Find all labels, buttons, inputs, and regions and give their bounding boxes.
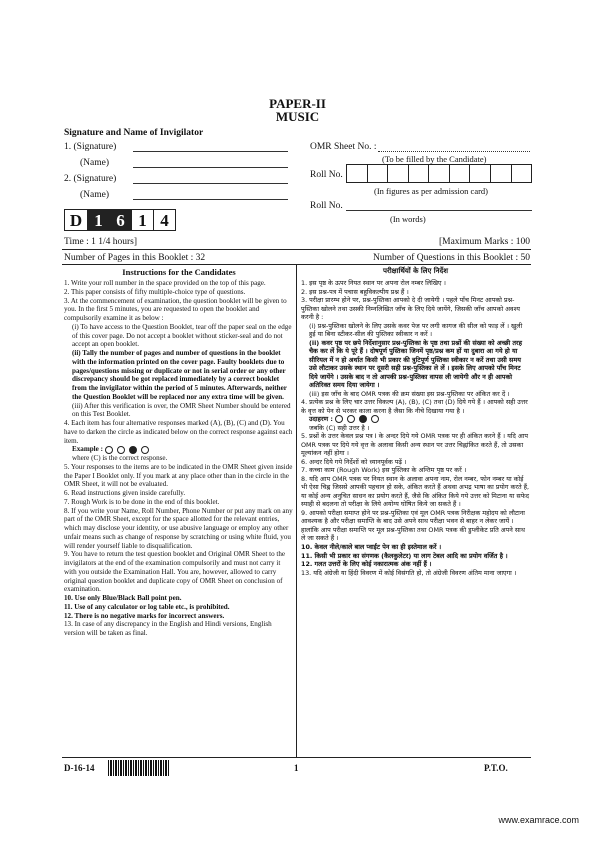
instr-4: 4. Each item has four alternative responses marked (A), (B), (C) and (D). You have to darken the circle as indicated below on the correct response against each item. bbox=[64, 419, 293, 445]
instructions-english bbox=[64, 279, 293, 755]
hindi-12: 12. गलत उत्तरों के लिए कोई नकारात्मक अंक नहीं हैं । bbox=[301, 560, 432, 569]
example-row bbox=[64, 445, 293, 454]
sig1-label: 1. (Signature) bbox=[64, 142, 117, 152]
roll-label: Roll No. bbox=[310, 170, 343, 180]
hindi-example-label: उदाहरण : bbox=[309, 415, 333, 424]
questions-count: Number of Questions in this Booklet : 50 bbox=[372, 253, 530, 263]
hindi-7: 7. कच्चा काम (Rough Work) इस पुस्तिका के अन्तिम पृष्ठ पर करें । bbox=[301, 466, 467, 475]
example-note: where (C) is the correct response. bbox=[72, 454, 168, 462]
code-digit: 1 bbox=[132, 209, 154, 231]
hindi-3ii: (ii) कवर पृष्ठ पर छपे निर्देशानुसार प्रश्न-पुस्तिका के पृष्ठ तथा प्रश्नों की संख्या को अच्छी तरह चैक कर लें कि ये पूरे हैं । दोषपूर्ण पुस्तिका जिनमें पृष्ठ/प्रश्न कम हों या दुबारा आ गये हो या सीरियल में न हो अर्थात किसी भी प्रकार की त्रुटिपूर्ण पुस्तिका स्वीकार न करें तथा उसी समय उसे लौटाकर उसके स्थान पर दूसरी सही प्रश्न-पुस्तिका ले लें । इसके लिए आपको पाँच मिनट दिये जायेंगे । उसके बाद न तो आपकी प्रश्न-पुस्तिका वापस ली जायेगी और न ही आपको अतिरिक्त समय दिया जायेगा । bbox=[309, 338, 522, 390]
instr-3: 3. At the commencement of examination, the question booklet will be given to you. In the first 5 minutes, you are requested to open the booklet and compulsorily examine it as below : bbox=[64, 296, 287, 322]
watermark-site: www.examrace.com bbox=[498, 815, 579, 825]
time: Time : 1 1/4 hours] bbox=[64, 237, 138, 247]
instr-5: 5. Your responses to the items are to be indicated in the OMR Sheet given inside the Paper I Booklet only. If you mark at any place other than in the circle in the OMR Sheet, it will not be evaluated. bbox=[64, 462, 293, 489]
hindi-9: 9. आपको परीक्षा समाप्त होने पर प्रश्न-पुस्तिका एवं मूल OMR पत्रक निरीक्षक महोदय को लौटाना आवश्यक है और परीक्षा समाप्ति के बाद उसे अपने साथ परीक्षा भवन से बाहर न लेकर जायें । हालांकि आप परीक्षा समाप्ति पर मूल प्रश्न-पुस्तिका तथा OMR पत्रक की डुप्लीकेट प्रति अपने साथ ले जा सकते हैं । bbox=[301, 508, 525, 543]
hindi-6: 6. अन्दर दिये गये निर्देशों को ध्यानपूर्वक पढ़ें । bbox=[301, 457, 407, 466]
instr-3i: (i) To have access to the Question Booklet, tear off the paper seal on the edge of this cover page. Do not accept a booklet without sticker-seal and do not accept an open booklet. bbox=[72, 322, 292, 349]
roll-words-label: Roll No. bbox=[310, 201, 343, 211]
instr-12: 12. There is no negative marks for incorrect answers. bbox=[64, 611, 225, 620]
instr-1: 1. Write your roll number in the space provided on the top of this page. bbox=[64, 279, 266, 287]
max-marks: [Maximum Marks : 100 bbox=[438, 237, 530, 247]
pages-count: Number of Pages in this Booklet : 32 bbox=[64, 253, 206, 263]
words-note: (In words) bbox=[390, 214, 426, 224]
hindi-4: 4. प्रत्येक प्रश्न के लिए चार उत्तर विकल्प (A), (B), (C) तथा (D) दिये गये हैं । आपको सही उत्तर के वृत्त को पेन से भरकर काला करना है जैसा कि नीचे दिखाया गया है । bbox=[301, 398, 528, 415]
booklet-code bbox=[64, 209, 176, 231]
sig2-line[interactable] bbox=[133, 183, 288, 184]
code-digit: 4 bbox=[154, 209, 176, 231]
code-d: D bbox=[64, 209, 88, 231]
hindi-11: 11. किसी भी प्रकार का संगणक (कैलकुलेटर) या लाग टेबल आदि का प्रयोग वर्जित है । bbox=[301, 551, 508, 560]
instr-2: 2. This paper consists of fifty multiple-choice type of questions. bbox=[64, 287, 246, 296]
roll-words-field[interactable] bbox=[346, 210, 532, 211]
sig1-line[interactable] bbox=[133, 151, 288, 152]
name1-line[interactable] bbox=[133, 167, 288, 168]
hindi-10: 10. केवल नीले/काले बाल प्वाईंट पेन का ही इस्तेमाल करें । bbox=[301, 542, 442, 551]
omr-field[interactable] bbox=[378, 151, 530, 152]
circle-d-icon bbox=[371, 415, 379, 423]
example-label: Example : bbox=[72, 445, 103, 454]
hindi-8: 8. यदि आप OMR पत्रक पर नियत स्थान के अलावा अपना नाम, रोल नम्बर, फोन नम्बर या कोई भी ऐसा चिह्न जिससे आपकी पहचान हो सके, अंकित करते हैं अथवा अभद्र भाषा का प्रयोग करते हैं, या कोई अन्य अनुचित साधन का प्रयोग करते हैं, जैसे कि अंकित किये गये उत्तर को मिटाना या सफेद स्याही से बदलना तो परीक्षा के लिये अयोग्य घोषित किये जा सकते हैं । bbox=[301, 474, 530, 509]
circle-b-icon bbox=[347, 415, 355, 423]
hindi-13: 13. यदि अंग्रेजी या हिंदी विवरण में कोई विसंगति हो, तो अंग्रेजी विवरण अंतिम माना जाएगा । bbox=[301, 568, 517, 577]
instructions-hindi bbox=[301, 279, 530, 755]
circle-d-icon bbox=[141, 446, 149, 454]
hindi-2: 2. इस प्रश्न-पत्र में पचास बहुविकल्पीय प्रश्न हैं । bbox=[301, 287, 409, 296]
barcode-icon bbox=[108, 760, 170, 776]
instr-11: 11. Use of any calculator or log table etc., is prohibited. bbox=[64, 602, 230, 611]
circle-a-icon bbox=[105, 446, 113, 454]
instr-13: 13. In case of any discrepancy in the English and Hindi versions, English version will be taken as final. bbox=[64, 620, 272, 637]
roll-note: (In figures as per admission card) bbox=[374, 186, 489, 196]
invigilator-heading: Signature and Name of Invigilator bbox=[64, 128, 204, 138]
instr-6: 6. Read instructions given inside carefully. bbox=[64, 489, 186, 497]
circle-c-filled-icon bbox=[129, 446, 137, 454]
hindi-5: 5. प्रश्नों के उत्तर केवल प्रश्न पत्र I के अन्दर दिये गये OMR पत्रक पर ही अंकित करने हैं । यदि आप OMR पत्रक पर दिये गये वृत्त के अलावा किसी अन्य स्थान पर उत्तर चिह्नांकित करते हैं, तो उसका मूल्यांकन नहीं होगा । bbox=[301, 432, 529, 458]
instr-3ii: (ii) Tally the number of pages and number of questions in the booklet with the information printed on the cover page. Faulty booklets due to pages/questions missing or duplicate or not in serial order or any other discrepancy should be got replaced immediately by a correct booklet from the invigilator within the period of 5 minutes. Afterwards, neither the Question Booklet will be replaced nor any extra time will be given. bbox=[72, 349, 287, 401]
code-digit: 6 bbox=[110, 209, 132, 231]
footer-code: D-16-14 bbox=[64, 763, 95, 773]
hindi-1: 1. इस पृष्ठ के ऊपर नियत स्थान पर अपना रोल नम्बर लिखिए । bbox=[301, 279, 446, 287]
name2-line[interactable] bbox=[133, 199, 288, 200]
omr-label: OMR Sheet No. : bbox=[310, 142, 377, 152]
circle-b-icon bbox=[117, 446, 125, 454]
circle-c-filled-icon bbox=[359, 415, 367, 423]
sig2-label: 2. (Signature) bbox=[64, 174, 117, 184]
circle-a-icon bbox=[335, 415, 343, 423]
subject-title: MUSIC bbox=[275, 109, 320, 124]
hindi-example-note: जबकि (C) सही उत्तर है । bbox=[309, 423, 370, 432]
instructions-title: Instructions for the Candidates bbox=[122, 267, 236, 277]
pto: P.T.O. bbox=[484, 763, 508, 773]
instr-9: 9. You have to return the test question booklet and Original OMR Sheet to the invigilators at the end of the examination compulsorily and must not carry it with you outside the Examination Hall. You are, however, allowed to carry original question booklet and duplicate copy of OMR Sheet on conclusion of examination. bbox=[64, 550, 286, 594]
instr-7: 7. Rough Work is to be done in the end of this booklet. bbox=[64, 497, 220, 506]
hindi-3: 3. परीक्षा प्रारम्भ होने पर, प्रश्न-पुस्तिका आपको दे दी जायेगी । पहले पाँच मिनट आपको प्रश्न-पुस्तिका खोलने तथा उसकी निम्नलिखित जाँच के लिए दिये जायेंगे, जिसकी जाँच आपको अवश्य करनी है : bbox=[301, 296, 521, 322]
hindi-example-row bbox=[301, 415, 530, 424]
instr-10: 10. Use only Blue/Black Ball point pen. bbox=[64, 594, 182, 602]
name1-label: (Name) bbox=[80, 158, 110, 168]
instr-8: 8. If you write your Name, Roll Number, Phone Number or put any mark on any part of the OMR Sheet, except for the space allotted for the relevant entries, which may disclose your identity, or use abusive language or employ any other unfair means such as change of response by scratching or using white fluid, you will render yourself liable to disqualification. bbox=[64, 506, 293, 550]
instructions-hindi-title: परीक्षार्थियों के लिए निर्देश bbox=[383, 267, 448, 275]
omr-note: (To be filled by the Candidate) bbox=[382, 154, 487, 164]
code-digit: 1 bbox=[88, 209, 110, 231]
page-number: 1 bbox=[294, 763, 299, 773]
roll-boxes[interactable] bbox=[346, 164, 532, 183]
name2-label: (Name) bbox=[80, 190, 110, 200]
hindi-3i: (i) प्रश्न-पुस्तिका खोलने के लिए उसके कवर पेज पर लगी कागज की सील को फाड़ लें । खुली हुई या बिना स्टीकर-सील की पुस्तिका स्वीकार न करें । bbox=[309, 321, 523, 339]
hindi-3iii: (iii) इस जाँच के बाद OMR पत्रक की क्रम संख्या इस प्रश्न-पुस्तिका पर अंकित कर दें । bbox=[309, 389, 510, 398]
paper-title: PAPER-II bbox=[269, 96, 326, 111]
instr-3iii: (iii) After this verification is over, the OMR Sheet Number should be entered on this Test Booklet. bbox=[72, 401, 291, 419]
